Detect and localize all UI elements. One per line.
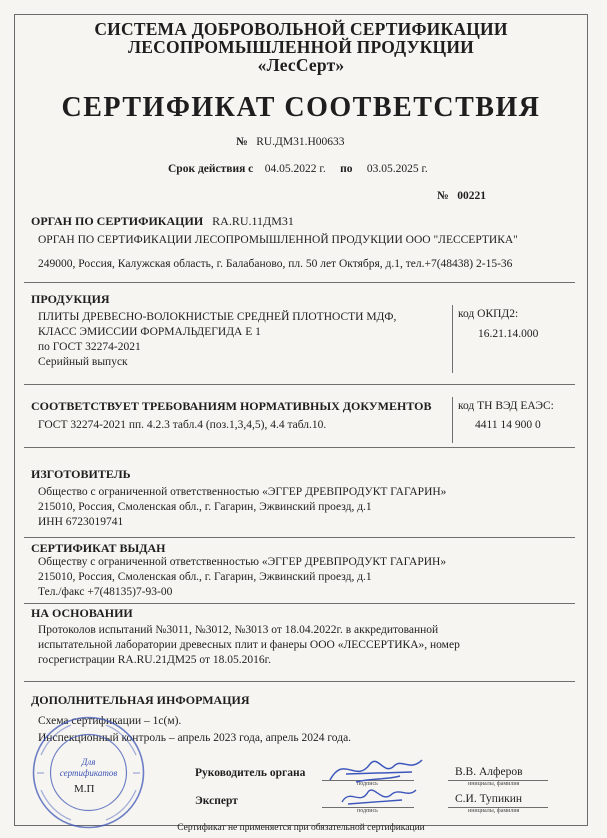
organ-section-title bbox=[31, 214, 294, 229]
stamp-place-label: М.П bbox=[74, 783, 95, 795]
conformity-text: ГОСТ 32274-2021 пп. 4.2.3 табл.4 (поз.1,3,4,5), 4.4 табл.10. bbox=[38, 419, 327, 431]
expert-label: Эксперт bbox=[195, 795, 238, 807]
expert-signature bbox=[338, 782, 418, 810]
manufacturer-line-3: ИНН 6723019741 bbox=[38, 516, 124, 528]
header-line-3: «ЛесСерт» bbox=[257, 55, 345, 75]
basis-line-3: госрегистрации RA.RU.21ДМ25 от 18.05.2016г. bbox=[38, 654, 271, 666]
issued-line-3: Тел./факс +7(48135)7-93-00 bbox=[38, 586, 173, 598]
blank-number-label: № bbox=[437, 190, 449, 202]
additional-section-title: ДОПОЛНИТЕЛЬНАЯ ИНФОРМАЦИЯ bbox=[31, 693, 250, 707]
divider bbox=[24, 603, 575, 604]
head-of-organ-label: Руководитель органа bbox=[195, 767, 306, 779]
manufacturer-line-2: 215010, Россия, Смоленская обл., г. Гагарин, Эжвинский проезд, д.1 bbox=[38, 501, 372, 513]
divider bbox=[24, 681, 575, 682]
blank-number-value: 00221 bbox=[457, 190, 486, 202]
product-section-title: ПРОДУКЦИЯ bbox=[31, 292, 110, 306]
expert-name: С.И. Тупикин bbox=[455, 793, 523, 805]
validity-label: Срок действия с bbox=[168, 163, 254, 175]
issued-line-2: 215010, Россия, Смоленская обл., г. Гагарин, Эжвинский проезд, д.1 bbox=[38, 571, 372, 583]
header-line-2: ЛЕСОПРОМЫШЛЕННОЙ ПРОДУКЦИИ bbox=[128, 37, 474, 57]
signature-caption: подпись bbox=[357, 808, 378, 814]
basis-section-title: НА ОСНОВАНИИ bbox=[31, 606, 133, 620]
organ-address: 249000, Россия, Калужская область, г. Балабаново, пл. 50 лет Октября, д.1, тел.+7(48438) 2-15-36 bbox=[38, 258, 513, 270]
divider bbox=[452, 305, 453, 373]
organization-seal bbox=[31, 715, 146, 830]
tnved-label: код ТН ВЭД ЕАЭС: bbox=[458, 400, 554, 412]
basis-line-2: испытательной лаборатории древесных плит и фанеры ООО «ЛЕССЕРТИКА», номер bbox=[38, 639, 460, 651]
issued-line-1: Обществу с ограниченной ответственностью «ЭГГЕР ДРЕВПРОДУКТ ГАГАРИН» bbox=[38, 556, 447, 568]
seal-text-line-1: Для bbox=[81, 757, 96, 767]
divider bbox=[452, 397, 453, 443]
okpd-value: 16.21.14.000 bbox=[478, 328, 539, 340]
validity-to: 03.05.2025 г. bbox=[366, 163, 428, 175]
blank-number bbox=[437, 190, 486, 202]
certificate-title: СЕРТИФИКАТ СООТВЕТСТВИЯ bbox=[61, 92, 541, 123]
organ-title: ОРГАН ПО СЕРТИФИКАЦИИ bbox=[31, 214, 204, 228]
certificate-number-value: RU.ДМ31.Н00633 bbox=[256, 136, 345, 148]
name-caption: инициалы, фамилия bbox=[468, 808, 520, 814]
product-line-4: Серийный выпуск bbox=[38, 356, 128, 368]
divider bbox=[24, 384, 575, 385]
validity-to-label: по bbox=[340, 163, 353, 175]
tnved-value: 4411 14 900 0 bbox=[475, 419, 541, 431]
conformity-section-title: СООТВЕТСТВУЕТ ТРЕБОВАНИЯМ НОРМАТИВНЫХ ДОКУМЕНТОВ bbox=[31, 399, 432, 413]
product-line-1: ПЛИТЫ ДРЕВЕСНО-ВОЛОКНИСТЫЕ СРЕДНЕЙ ПЛОТНОСТИ МДФ, bbox=[38, 311, 397, 323]
product-line-3: по ГОСТ 32274-2021 bbox=[38, 341, 141, 353]
organ-name: ОРГАН ПО СЕРТИФИКАЦИИ ЛЕСОПРОМЫШЛЕННОЙ ПРОДУКЦИИ ООО "ЛЕССЕРТИКА" bbox=[38, 234, 518, 246]
validity-period bbox=[168, 163, 428, 175]
issued-section-title: СЕРТИФИКАТ ВЫДАН bbox=[31, 541, 166, 555]
divider bbox=[24, 282, 575, 283]
head-of-organ-name: В.В. Алферов bbox=[455, 766, 523, 778]
certification-system-header bbox=[14, 20, 588, 74]
certificate-number bbox=[236, 136, 345, 148]
additional-line-2: Инспекционный контроль – апрель 2023 года, апрель 2024 года. bbox=[38, 732, 352, 744]
divider bbox=[24, 447, 575, 448]
okpd-label: код ОКПД2: bbox=[458, 308, 519, 320]
divider bbox=[24, 537, 575, 538]
signature-caption: подпись bbox=[357, 781, 378, 787]
validity-from: 04.05.2022 г. bbox=[264, 163, 326, 175]
product-line-2: КЛАСС ЭМИССИИ ФОРМАЛЬДЕГИДА Е 1 bbox=[38, 326, 261, 338]
manufacturer-line-1: Общество с ограниченной ответственностью «ЭГГЕР ДРЕВПРОДУКТ ГАГАРИН» bbox=[38, 486, 447, 498]
basis-line-1: Протоколов испытаний №3011, №3012, №3013 от 18.04.2022г. в аккредитованной bbox=[38, 624, 439, 636]
header-line-1: СИСТЕМА ДОБРОВОЛЬНОЙ СЕРТИФИКАЦИИ bbox=[94, 19, 508, 39]
name-caption: инициалы, фамилия bbox=[468, 781, 520, 787]
additional-line-1: Схема сертификации – 1с(м). bbox=[38, 715, 182, 727]
manufacturer-section-title: ИЗГОТОВИТЕЛЬ bbox=[31, 467, 131, 481]
seal-text-line-2: сертификатов bbox=[59, 768, 118, 778]
footer-note: Сертификат не применяется при обязательной сертификации bbox=[177, 823, 425, 833]
organ-code: RA.RU.11ДМ31 bbox=[212, 214, 294, 228]
certificate-number-label: № bbox=[236, 136, 248, 148]
